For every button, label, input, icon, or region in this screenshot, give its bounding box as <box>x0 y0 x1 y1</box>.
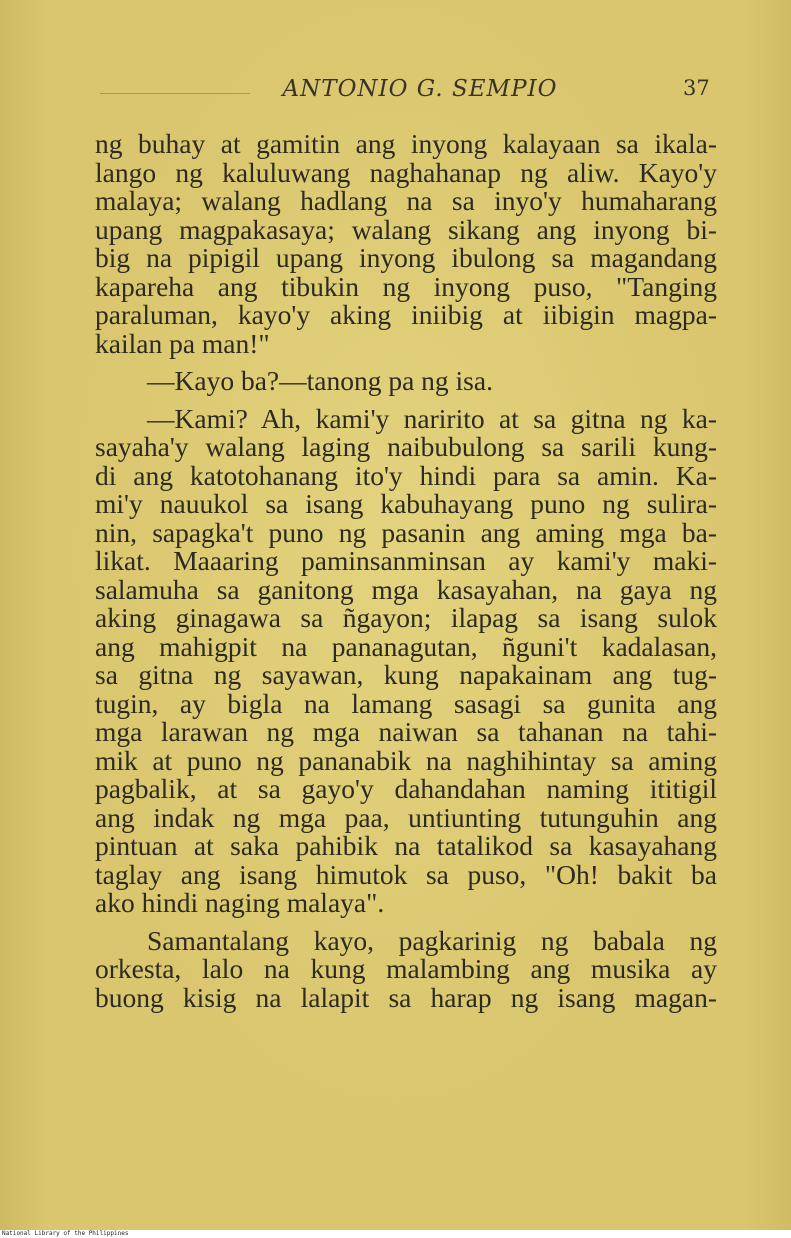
text-line: pintuan at saka pahibik na tatalikod sa kasayahang <box>95 830 717 861</box>
text-line: kapareha ang tibukin ng inyong puso, "Tanging <box>95 270 717 302</box>
body-text <box>95 130 717 1012</box>
text-line: mga larawan ng mga naiwan sa tahanan na tahi- <box>95 716 717 747</box>
text-line: lango ng kaluluwang naghahanap ng aliw. Kayo'y <box>95 156 717 188</box>
text-line: —Kami? Ah, kami'y naririto at sa gitna ng ka- <box>147 402 717 434</box>
text-line: paraluman, kayo'y aking iniibig at iibigin magpa- <box>95 299 717 330</box>
text-line: mi'y nauukol sa isang kabuhayang puno ng sulira- <box>95 488 717 519</box>
text-line: salamuha sa ganitong mga kasayahan, na gaya ng <box>95 573 717 605</box>
text-line: ng buhay at gamitin ang inyong kalayaan sa ikala- <box>95 128 717 159</box>
text-line: malaya; walang hadlang na sa inyo'y humaharang <box>95 185 717 216</box>
text-line: ang mahigpit na pananagutan, ñguni't kadalasan, <box>95 630 717 662</box>
library-credit: National Library of the Philippines <box>2 1230 129 1237</box>
page-number: 37 <box>683 76 710 100</box>
text-line: tugin, ay bigla na lamang sasagi sa gunita ang <box>95 687 717 719</box>
text-line: pagbalik, at sa gayo'y dahandahan naming ititigil <box>95 773 717 804</box>
text-line: mik at puno ng pananabik na naghihintay sa aming <box>95 744 717 776</box>
running-title: ANTONIO G. SEMPIO <box>282 76 558 102</box>
text-line: likat. Maaaring paminsanminsan ay kami'y maki- <box>95 545 717 576</box>
text-line: di ang katotohanang ito'y hindi para sa amin. Ka- <box>95 459 717 491</box>
text-line: big na pipigil upang inyong ibulong sa magandang <box>95 242 717 273</box>
text-line: kailan pa man!" <box>95 327 270 359</box>
text-line: taglay ang isang himutok sa puso, "Oh! bakit ba <box>95 858 717 890</box>
text-line: upang magpakasaya; walang sikang ang inyong bi- <box>95 213 717 245</box>
text-line: sayaha'y walang laging naibubulong sa sarili kung- <box>95 431 717 462</box>
text-line: buong kisig na lalapit sa harap ng isang magan- <box>95 981 717 1013</box>
text-line: nin, sapagka't puno ng pasanin ang aming mga ba- <box>95 516 717 548</box>
text-line: ang indak ng mga paa, untiunting tutunguhin ang <box>95 801 717 833</box>
text-line: ako hindi naging malaya". <box>95 887 385 918</box>
text-line: orkesta, lalo na kung malambing ang musika ay <box>95 953 717 984</box>
text-line: aking ginagawa sa ñgayon; ilapag sa isang sulok <box>95 602 717 633</box>
text-line: —Kayo ba?—tanong pa ng isa. <box>147 365 493 396</box>
running-head <box>0 76 791 116</box>
text-line: sa gitna ng sayawan, kung napakainam ang tug- <box>95 659 717 690</box>
text-line: Samantalang kayo, pagkarinig ng babala ng <box>147 924 717 956</box>
